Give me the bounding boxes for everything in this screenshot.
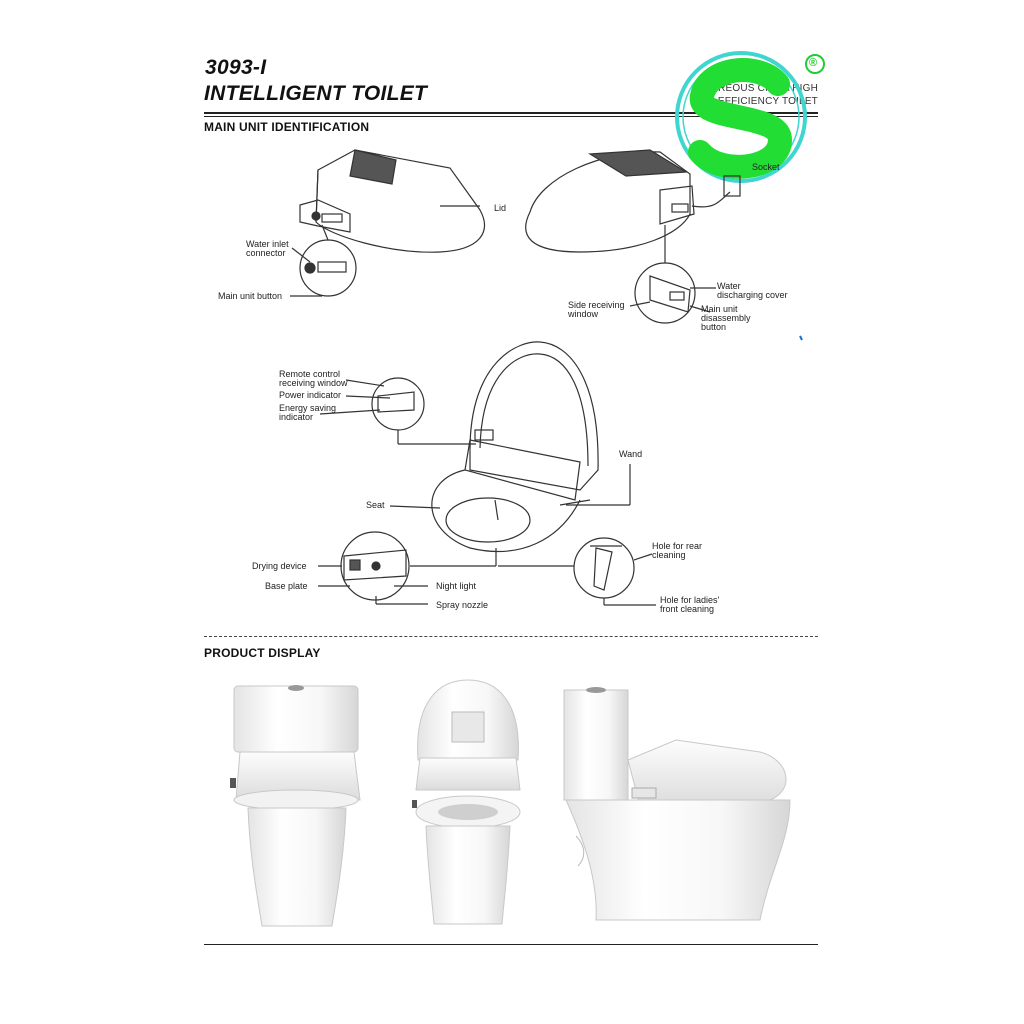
footer-rule (204, 944, 818, 945)
callout-socket: Socket (752, 162, 780, 172)
section-heading-display: PRODUCT DISPLAY (204, 646, 321, 660)
callout-wand: Wand (619, 449, 643, 459)
side-panel-buttons (632, 788, 656, 798)
callout-night-light: Night light (436, 581, 477, 591)
bowl-open (426, 826, 510, 924)
bowl-opening-open (438, 804, 498, 820)
callout-remote-control-window: Remote control receiving window (279, 369, 348, 388)
callout-energy-saving: Energy saving indicator (279, 403, 337, 422)
flush-button-side (586, 687, 606, 693)
callout-water-discharging-cover: Water discharging cover (717, 281, 788, 300)
model-number: 3093-I (205, 56, 267, 79)
callout-water-inlet: Water inlet connector (246, 239, 289, 258)
callout-main-unit-disassembly: Main unit disassembly button (701, 304, 751, 332)
brand-tagline-line2: EFFICIENCY TOILET (717, 96, 818, 107)
callout-base-plate: Base plate (265, 581, 308, 591)
callout-front-cleaning: Hole for ladies' front cleaning (660, 595, 720, 614)
callout-rear-cleaning: Hole for rear cleaning (652, 541, 703, 560)
tank-side (564, 690, 628, 800)
section-heading-identification: MAIN UNIT IDENTIFICATION (204, 120, 370, 134)
photo-front-view (230, 685, 360, 926)
bowl-side (566, 800, 790, 920)
callout-power-indicator: Power indicator (279, 390, 342, 400)
callout-main-unit-button: Main unit button (218, 291, 283, 301)
seat-unit-open (416, 758, 520, 790)
lid-label-sticker (452, 712, 484, 742)
photo-side-view (564, 687, 790, 920)
registered-mark: ® (809, 57, 818, 69)
document-title: INTELLIGENT TOILET (204, 82, 428, 105)
callout-drying-device: Drying device (252, 561, 307, 571)
tank-front (234, 686, 358, 752)
seat-rim-front (234, 790, 358, 810)
callout-side-receiving-window: Side receiving window (568, 300, 625, 319)
photo-open-view (412, 680, 520, 924)
flush-button-front (288, 685, 304, 691)
bowl-front (248, 808, 346, 926)
callout-seat: Seat (366, 500, 385, 510)
brand-tagline-line1: VITREOUS CHINA HIGH (701, 83, 818, 94)
panel-knob-front (230, 778, 236, 788)
callout-lid: Lid (494, 203, 507, 213)
callout-spray-nozzle: Spray nozzle (436, 600, 489, 610)
panel-knob-open (412, 800, 417, 808)
